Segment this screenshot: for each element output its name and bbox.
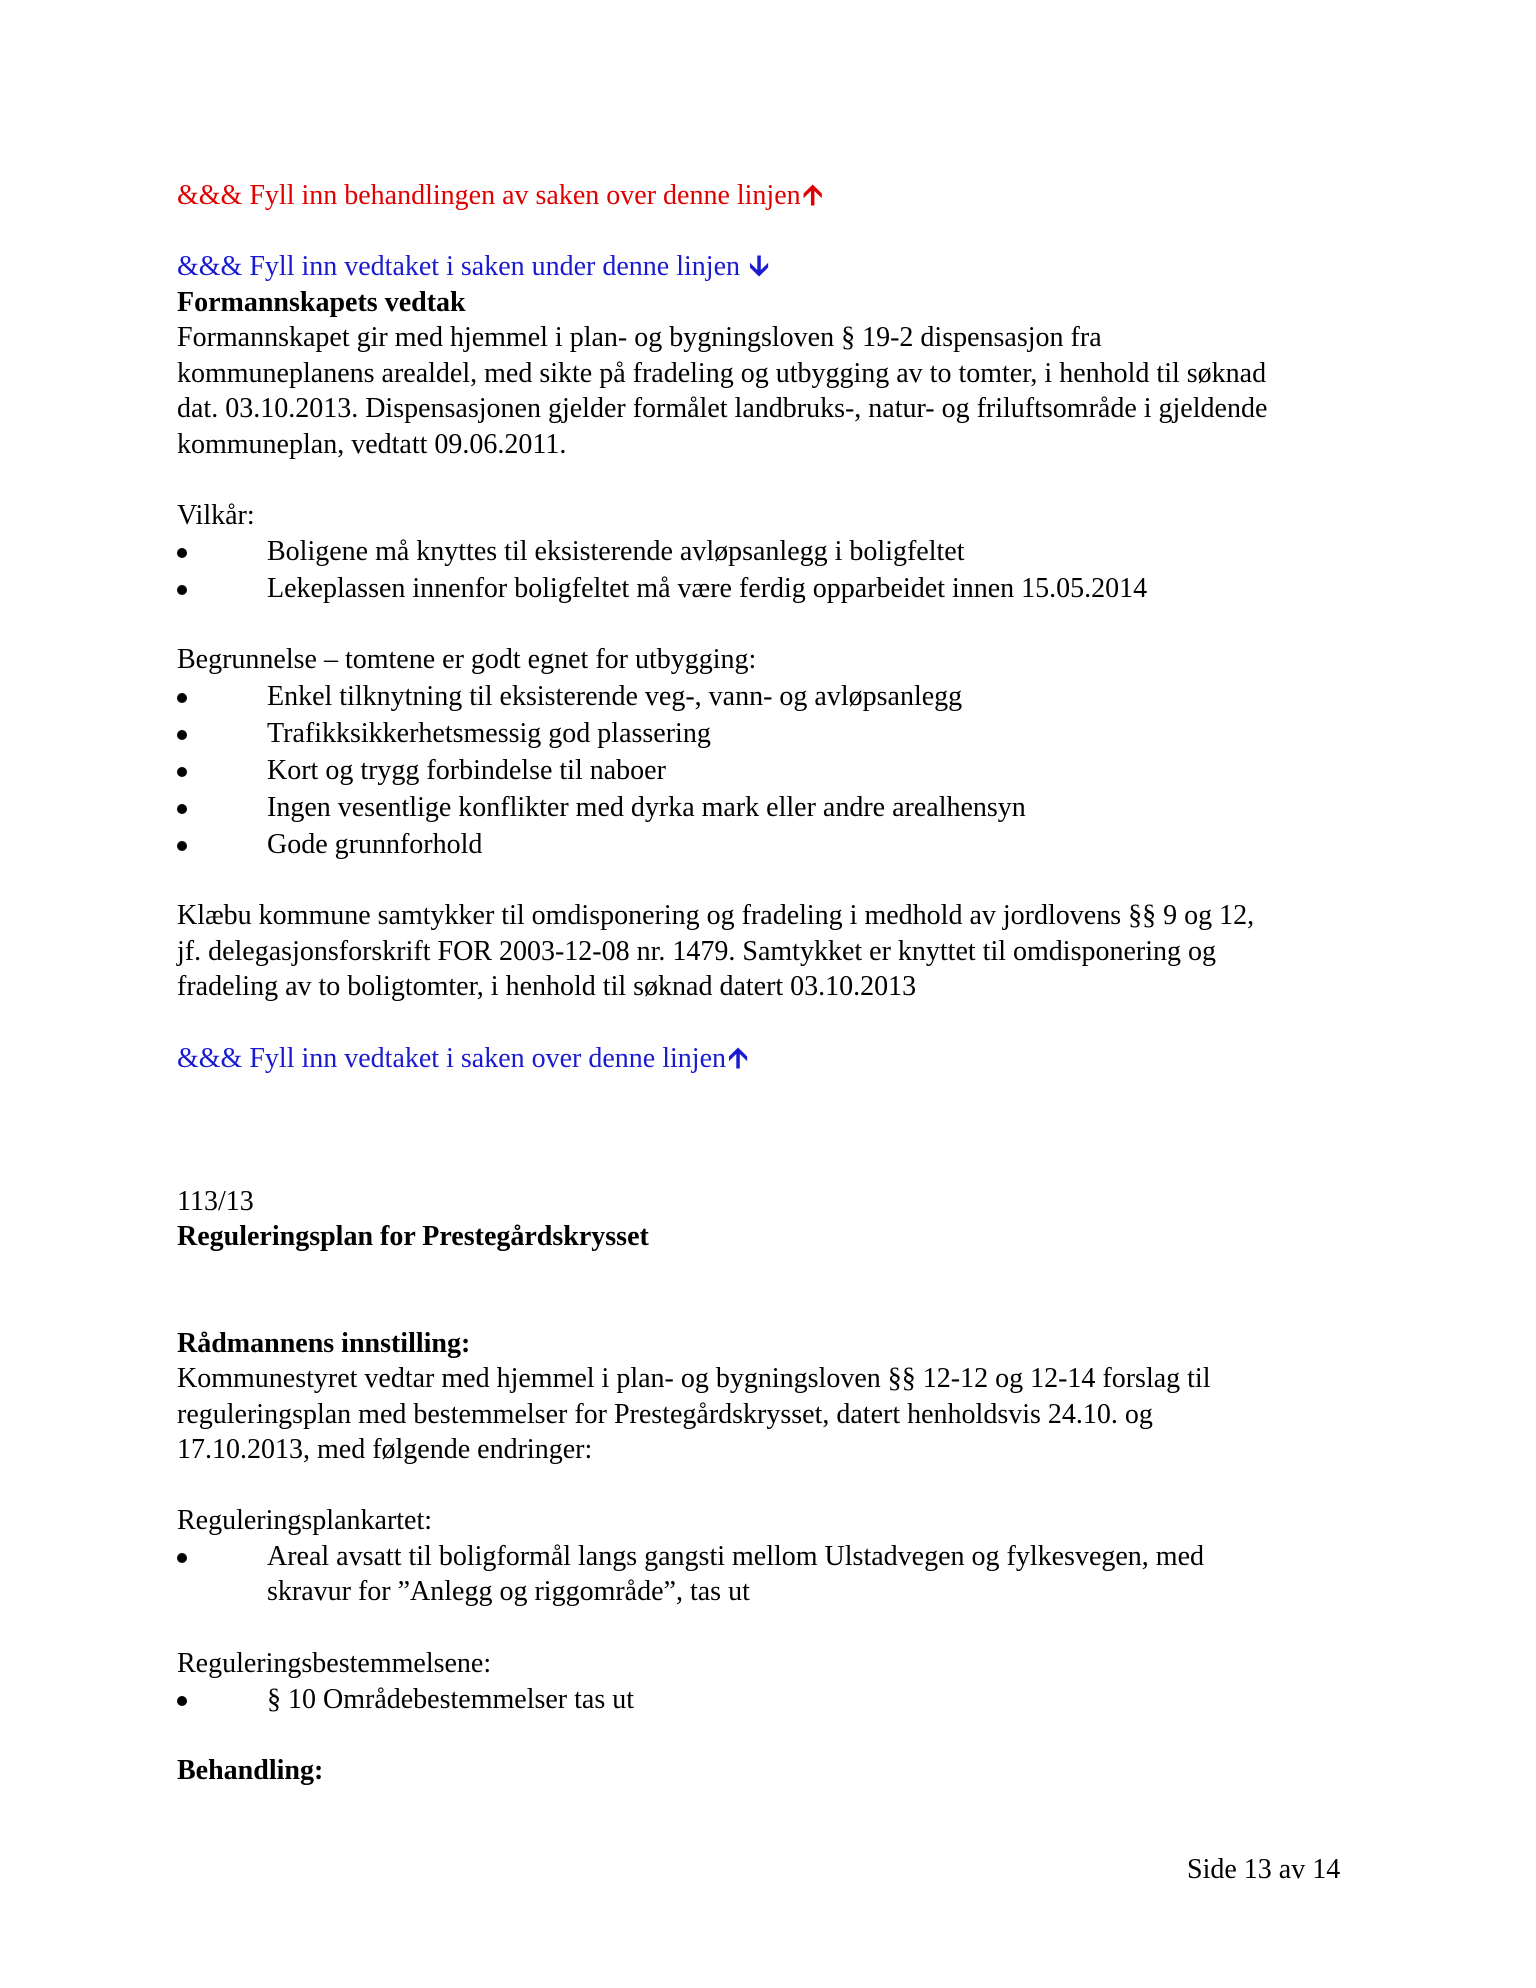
marker-text: &&& Fyll inn behandlingen av saken over denne linjen <box>177 180 801 211</box>
list-item-text: Enkel tilknytning til eksisterende veg-, vann- og avløpsanlegg <box>267 681 963 712</box>
samtykke-line: jf. delegasjonsforskrift FOR 2003-12-08 nr. 1479. Samtykket er knyttet til omdisponering og <box>177 936 1216 967</box>
bullet-icon <box>177 1553 187 1563</box>
marker-text: &&& Fyll inn vedtaket i saken under denne linjen <box>177 251 740 282</box>
innstilling-line: reguleringsplan med bestemmelser for Prestegårdskrysset, datert henholdsvis 24.10. og <box>177 1399 1153 1430</box>
bestemmelser-label: Reguleringsbestemmelsene: <box>177 1648 492 1679</box>
page-number: Side 13 av 14 <box>1187 1854 1341 1885</box>
bullet-icon <box>177 841 187 851</box>
plankart-label: Reguleringsplankartet: <box>177 1505 433 1536</box>
list-item-text: § 10 Områdebestemmelser tas ut <box>267 1684 635 1715</box>
begrunnelse-label: Begrunnelse – tomtene er godt egnet for utbygging: <box>177 644 757 675</box>
vedtak-line: dat. 03.10.2013. Dispensasjonen gjelder formålet landbruks-, natur- og friluftsområde i gjeldende <box>177 393 1268 424</box>
innstilling-line: Kommunestyret vedtar med hjemmel i plan- og bygningsloven §§ 12-12 og 12-14 forslag til <box>177 1363 1211 1394</box>
list-item-text: Trafikksikkerhetsmessig god plassering <box>267 718 711 749</box>
list-item-text: Boligene må knyttes til eksisterende avløpsanlegg i boligfeltet <box>267 536 965 567</box>
bullet-icon <box>177 548 187 558</box>
bullet-icon <box>177 767 187 777</box>
innstilling-line: 17.10.2013, med følgende endringer: <box>177 1434 593 1465</box>
sak-title: Reguleringsplan for Prestegårdskrysset <box>177 1221 649 1252</box>
marker-vedtak-over <box>177 1041 748 1077</box>
vedtak-line: kommuneplanens arealdel, med sikte på fradeling og utbygging av to tomter, i henhold til søknad <box>177 358 1267 389</box>
bullet-icon <box>177 693 187 703</box>
list-item-text: Areal avsatt til boligformål langs gangsti mellom Ulstadvegen og fylkesvegen, med <box>267 1541 1205 1572</box>
samtykke-line: Klæbu kommune samtykker til omdisponering og fradeling i medhold av jordlovens §§ 9 og 12, <box>177 900 1255 931</box>
bullet-icon <box>177 1696 187 1706</box>
bullet-icon <box>177 730 187 740</box>
sak-number: 113/13 <box>177 1186 254 1217</box>
marker-vedtak-under <box>177 249 769 285</box>
list-item-text: Gode grunnforhold <box>267 829 483 860</box>
list-item-text: skravur for ”Anlegg og riggområde”, tas ut <box>267 1576 750 1607</box>
samtykke-line: fradeling av to boligtomter, i henhold til søknad datert 03.10.2013 <box>177 971 917 1002</box>
vedtak-heading: Formannskapets vedtak <box>177 287 466 318</box>
marker-text: &&& Fyll inn vedtaket i saken over denne linjen <box>177 1043 726 1074</box>
bullet-icon <box>177 585 187 595</box>
marker-behandling-over <box>177 178 823 214</box>
vilkar-label: Vilkår: <box>177 500 255 531</box>
arrow-down-icon: 🡫 <box>749 251 770 282</box>
arrow-up-icon: 🡩 <box>728 1043 749 1074</box>
vedtak-line: Formannskapet gir med hjemmel i plan- og bygningsloven § 19-2 dispensasjon fra <box>177 322 1102 353</box>
list-item-text: Kort og trygg forbindelse til naboer <box>267 755 666 786</box>
list-item-text: Lekeplassen innenfor boligfeltet må være ferdig opparbeidet innen 15.05.2014 <box>267 573 1148 604</box>
vedtak-line: kommuneplan, vedtatt 09.06.2011. <box>177 429 567 460</box>
arrow-up-icon: 🡩 <box>802 180 823 211</box>
bullet-icon <box>177 804 187 814</box>
behandling-heading: Behandling: <box>177 1755 324 1786</box>
innstilling-heading: Rådmannens innstilling: <box>177 1328 471 1359</box>
list-item-text: Ingen vesentlige konflikter med dyrka mark eller andre arealhensyn <box>267 792 1026 823</box>
